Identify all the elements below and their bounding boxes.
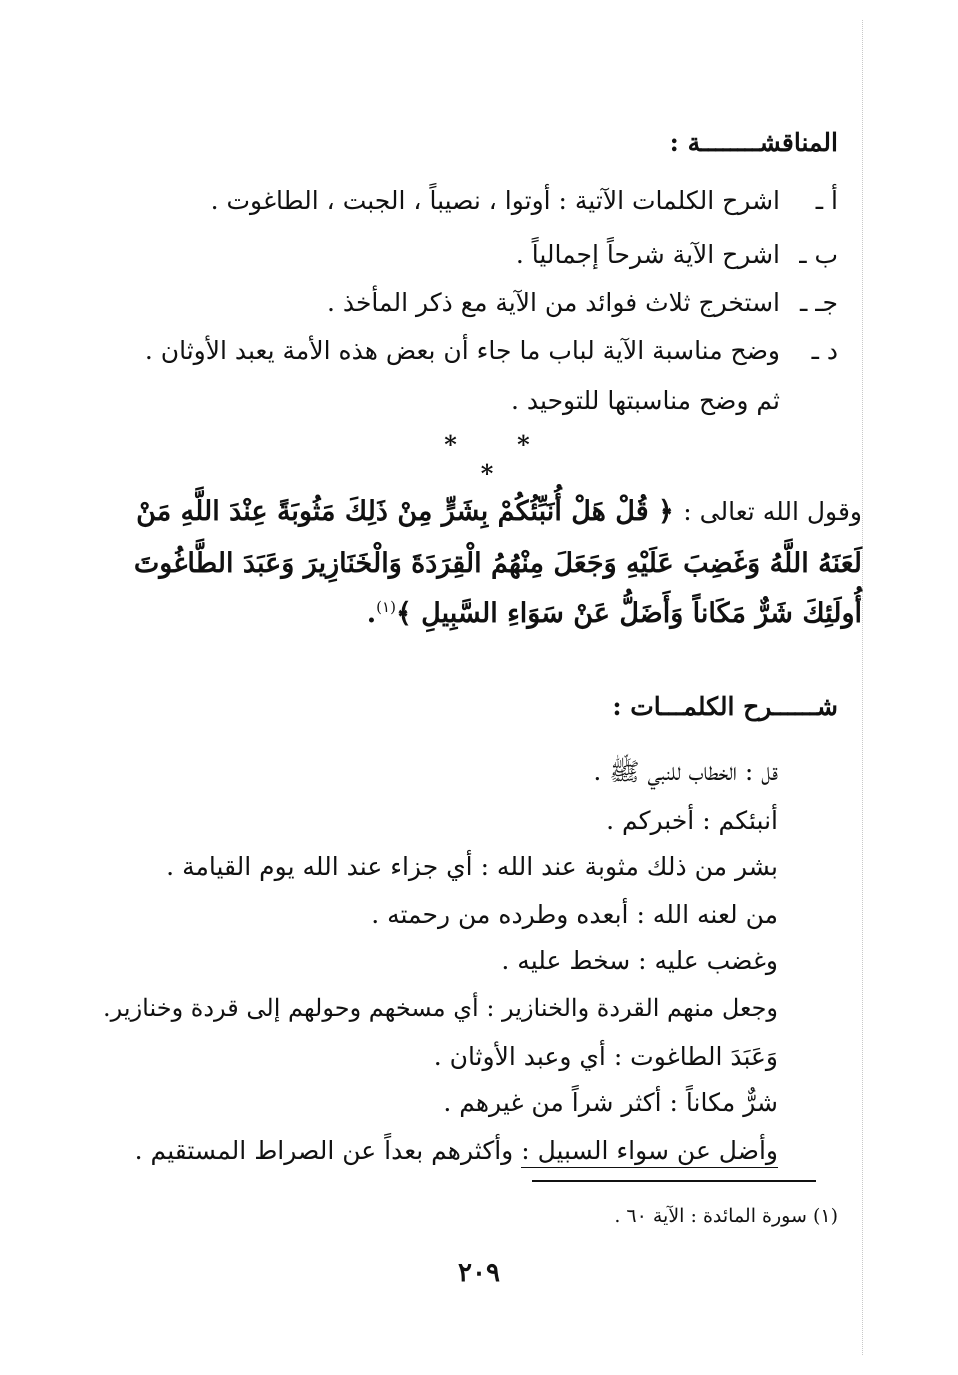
word-meaning: أي وعبد الأوثان . (433, 1042, 606, 1071)
verse-intro: وقول الله تعالى : (683, 497, 862, 526)
word-meaning: الخطاب للنبي ﷺ . (593, 757, 737, 786)
question-text: وضح مناسبة الآية لباب ما جاء أن بعض هذه الأمة يعبد الأوثان . (144, 336, 780, 365)
question-text: اشرح الآية شرحاً إجمالياً . (515, 240, 780, 269)
word-term: بشر من ذلك مثوبة عند الله : (480, 852, 778, 881)
question-c (78, 288, 838, 317)
discussion-heading: المناقشــــــــة : (669, 128, 838, 157)
word-meaning: أي جزاء عند الله يوم القيامة . (166, 852, 473, 881)
verse-text: ﴿ قُلْ هَلْ أُنَبِّئُكُمْ بِشَرٍّ مِنْ ذَلِكَ مَثُوبَةً عِنْدَ اللَّهِ مَنْ (136, 496, 674, 527)
word-entry (103, 994, 778, 1022)
word-term: وَعَبَدَ الطاغوت : (613, 1042, 778, 1071)
word-meaning: سخط عليه . (501, 946, 631, 975)
word-entry (501, 946, 778, 975)
question-letter: ب ـ (799, 240, 838, 269)
word-term: قل : (744, 757, 778, 786)
word-meaning: أكثر شراً من غيرهم . (443, 1088, 662, 1117)
footnote: (١) سورة المائدة : الآية ٦٠ . (614, 1205, 838, 1227)
separator-stars: * * * (444, 430, 556, 488)
word-term: شرٌّ مكاناً : (669, 1088, 778, 1117)
word-entry (135, 1136, 778, 1165)
word-entry (371, 900, 778, 929)
word-meaning: أي مسخهم وحولهم إلى قردة وخنازير. (103, 994, 479, 1022)
verse-line-2: لَعَنَهُ اللَّهُ وَغَضِبَ عَلَيْهِ وَجَعَلَ مِنْهُمُ الْقِرَدَةَ وَالْخَنَازِيرَ وَعَبَدَ الطَّاغُوتَ (133, 548, 862, 579)
question-letter: جـ ـ (799, 288, 838, 317)
question-b (78, 240, 838, 269)
question-text: ثم وضح مناسبتها للتوحيد . (511, 386, 780, 415)
verse-line-3: أُولَئِكَ شَرٌّ مَكَاناً وَأَضَلُّ عَنْ سَوَاءِ السَّبِيلِ ﴾$^{(١)}$. (366, 598, 862, 629)
word-meaning: أبعده وطرده من رحمته . (371, 900, 629, 929)
words-heading: شــــــرح الكلمـــات : (612, 692, 838, 721)
word-entry (606, 806, 778, 835)
question-d (78, 336, 838, 365)
word-entry (593, 756, 778, 793)
footnote-reference: (١) (376, 598, 396, 616)
verse-text: أُولَئِكَ شَرٌّ مَكَاناً وَأَضَلُّ عَنْ سَوَاءِ السَّبِيلِ ﴾ (395, 598, 862, 629)
word-entry (434, 1042, 778, 1071)
word-meaning: أخبركم . (606, 806, 695, 835)
question-text: استخرج ثلاث فوائد من الآية مع ذكر المأخذ . (326, 288, 780, 317)
word-entry (443, 1088, 778, 1117)
footnote-divider (532, 1180, 816, 1182)
question-d-continuation (78, 386, 838, 415)
word-term: من لعنه الله : (636, 900, 778, 929)
word-term: أنبئكم : (702, 806, 778, 835)
page-edge-line (862, 20, 863, 1355)
question-letter: أ ـ (815, 186, 838, 215)
question-a (78, 186, 838, 215)
page-number: ٢٠٩ (458, 1258, 500, 1288)
question-text: اشرح الكلمات الآتية : أوتوا ، نصيباً ، الجبت ، الطاغوت . (210, 186, 780, 215)
word-term: وجعل منهم القردة والخنازير : (486, 994, 778, 1022)
word-term: وأضل عن سواء السبيل : (521, 1136, 778, 1168)
verse-line-1 (136, 496, 862, 527)
word-meaning: وأكثرهم بعداً عن الصراط المستقيم . (134, 1136, 514, 1165)
word-entry (166, 852, 778, 881)
question-letter: د ـ (811, 336, 838, 365)
word-term: وغضب عليه : (638, 946, 778, 975)
